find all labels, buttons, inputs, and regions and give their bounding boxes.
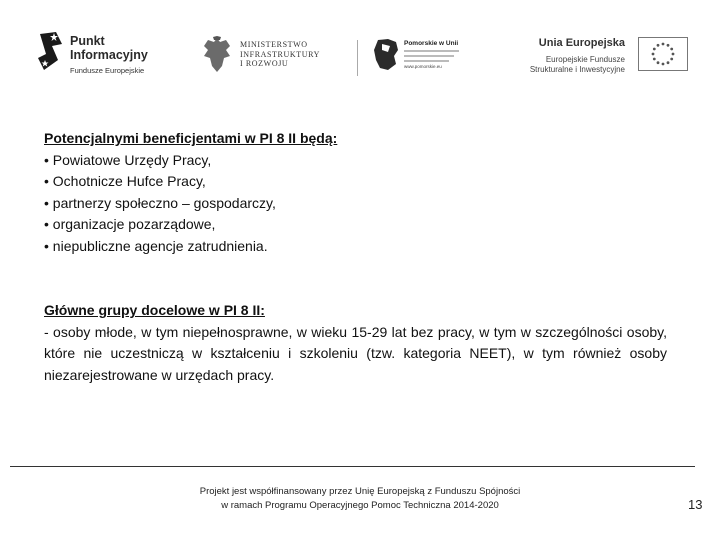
ministerstwo-line3: I ROZWOJU (240, 59, 289, 68)
footer-line1: Projekt jest współfinansowany przez Unię Europejską z Funduszu Spójności (199, 486, 521, 497)
list-item: • Powiatowe Urzędy Pracy, (44, 151, 212, 168)
punkt-line2: Informacyjny (70, 48, 148, 62)
pomorskie-logo (372, 38, 462, 74)
ministerstwo-logo (200, 36, 340, 76)
eagle-emblem-icon (200, 36, 234, 74)
fe-logo-icon (36, 30, 66, 74)
footer (110, 485, 610, 513)
beneficiaries-heading: Potencjalnymi beneficjentami w PI 8 II będą: (44, 130, 338, 146)
unia-line2: Europejskie Fundusze (545, 55, 625, 64)
logo-bar (0, 0, 720, 110)
target-groups-heading: Główne grupy docelowe w PI 8 II: (44, 302, 265, 318)
logo-divider (357, 40, 358, 76)
pomorskie-text-line (404, 55, 454, 57)
footer-line2: w ramach Programu Operacyjnego Pomoc Techniczna 2014-2020 (221, 500, 499, 511)
ministerstwo-text (240, 40, 320, 69)
list-item: • Ochotnicze Hufce Pracy, (44, 173, 206, 189)
unia-line3: Strukturalne i Inwestycyjne (529, 65, 625, 74)
eu-flag-icon (638, 37, 688, 71)
punkt-line1: Punkt (70, 34, 105, 48)
list-item: • niepubliczne agencje zatrudnienia. (44, 237, 268, 254)
ministerstwo-line2: INFRASTRUKTURY (240, 49, 320, 59)
target-groups-section (44, 300, 667, 386)
footer-divider (10, 466, 695, 467)
pomorskie-title: Pomorskie w Unii (404, 40, 459, 47)
beneficiaries-section (44, 128, 667, 257)
ministerstwo-line1: MINISTERSTWO (240, 40, 308, 49)
target-groups-body: - osoby młode, w tym niepełnosprawne, w wieku 15-29 lat bez pracy, w tym w szczególności osoby, które nie uczestniczą w kształceniu i szkoleniu (tzw. kategoria NEET), w tym również osoby niezarejestrowane w urzędach pracy. (44, 323, 667, 383)
eu-stars-icon (639, 38, 687, 70)
pomorskie-url: www.pomorskie.eu (404, 64, 442, 69)
unia-line1: Unia Europejska (538, 37, 625, 49)
pomorskie-text-line (404, 50, 459, 52)
pomorskie-map-icon (372, 38, 400, 72)
punkt-informacyjny-logo (36, 28, 156, 78)
list-item: • partnerzy społeczno – gospodarczy, (44, 194, 276, 211)
pomorskie-text-line (404, 60, 449, 62)
punkt-line3: Fundusze Europejskie (70, 66, 145, 75)
page-number: 13 (688, 497, 703, 512)
unia-europejska-logo (520, 36, 690, 76)
list-item: • organizacje pozarządowe, (44, 216, 216, 232)
